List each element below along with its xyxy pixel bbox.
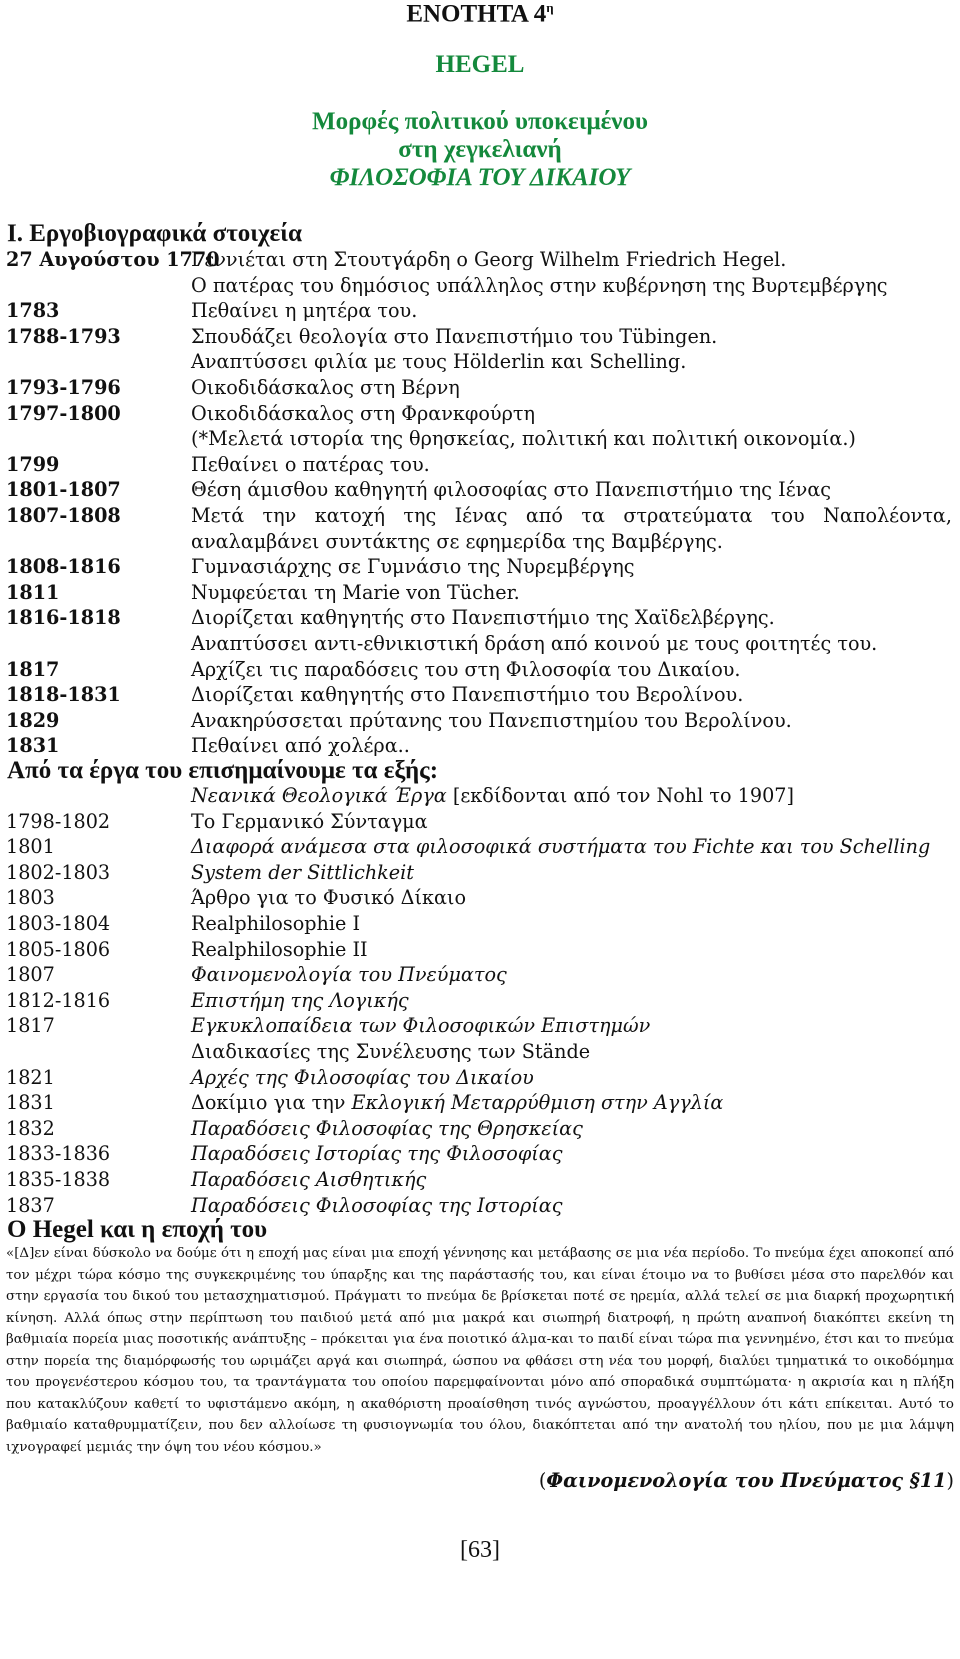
bio-event: Γεννιέται στη Στουτγάρδη ο Georg Wilhelm Friedrich Hegel. xyxy=(191,248,787,271)
work-row xyxy=(6,808,952,835)
bio-date: 1811 xyxy=(6,580,60,604)
bio-event: Πεθαίνει ο πατέρας του. xyxy=(191,452,430,476)
work-row xyxy=(6,1038,952,1065)
bio-event: αναλαμβάνει συντάκτης σε εφημερίδα της Βαμβέργης. xyxy=(191,529,723,553)
work-entry xyxy=(191,1115,583,1142)
bio-date: 1801-1807 xyxy=(6,478,121,502)
work-row xyxy=(6,987,952,1014)
bio-event: Μετά την κατοχή της Ιένας από τα στρατεύματα του Ναπολέοντα, xyxy=(191,504,952,527)
work-row xyxy=(6,1166,952,1193)
cite-open: ( xyxy=(538,1469,547,1492)
work-row xyxy=(6,1064,952,1091)
work-title: Παραδόσεις Φιλοσοφίας της Θρησκείας xyxy=(191,1116,583,1140)
page-number: [63] xyxy=(460,1537,500,1563)
bio-row xyxy=(6,681,952,708)
work-date: 1803 xyxy=(6,886,55,910)
bio-row xyxy=(6,604,952,631)
work-title: System der Sittlichkeit xyxy=(191,860,415,884)
work-entry xyxy=(191,1192,562,1219)
bio-event: Διορίζεται καθηγητής στο Πανεπιστήμιο της Χαϊδελβέργης. xyxy=(191,606,775,630)
bio-row xyxy=(6,246,952,273)
work-date: 1801 xyxy=(6,835,55,859)
bio-event: Οικοδιδάσκαλος στη Φρανκφούρτη xyxy=(191,401,535,425)
cite-work: Φαινομενολογία του Πνεύματος §11 xyxy=(546,1469,947,1492)
bio-row xyxy=(6,553,952,580)
work-title: Παραδόσεις Φιλοσοφίας της Ιστορίας xyxy=(191,1193,563,1217)
work-entry xyxy=(191,884,466,911)
bio-date: 1793-1796 xyxy=(6,376,121,399)
work-entry xyxy=(191,1038,590,1065)
work-row xyxy=(6,833,952,860)
bio-event: Αναπτύσσει φιλία με τους Hölderlin και Schelling. xyxy=(191,350,687,374)
work-title: Παραδόσεις Αισθητικής xyxy=(191,1168,427,1191)
bio-row xyxy=(6,630,952,657)
work-date: 1812-1816 xyxy=(6,988,111,1012)
work-entry xyxy=(191,1166,426,1193)
bio-event: Ο πατέρας του δημόσιος υπάλληλος στην κυβέρνηση της Βυρτεμβέργης xyxy=(191,273,888,297)
work-row xyxy=(6,782,952,809)
work-date: 1805-1806 xyxy=(6,937,111,961)
work-date: 1798-1802 xyxy=(6,809,111,833)
bio-date: 1783 xyxy=(6,299,60,323)
work-row xyxy=(6,1012,952,1039)
bio-row xyxy=(6,374,952,401)
work-title: Επιστήμη της Λογικής xyxy=(191,988,409,1012)
work-row xyxy=(6,1140,952,1167)
work-title: Αρχές της Φιλοσοφίας του Δικαίου xyxy=(191,1065,534,1089)
work-date: 1835-1838 xyxy=(6,1168,111,1191)
bio-row xyxy=(6,400,952,427)
work-entry xyxy=(191,1089,723,1116)
work-entry xyxy=(191,782,794,809)
work-date: 1833-1836 xyxy=(6,1142,111,1166)
work-entry xyxy=(191,1140,562,1167)
quote-paragraph: «[Δ]εν είναι δύσκολο να δούμε ότι η εποχή μας είναι μια εποχή γέννησης και μετάβασης σε μια νέα περίοδο. Το πνεύμα έχει αποκοπεί από τον μέχρι τώρα κόσμο της συγκεκριμένης του ύπαρξης και της παράστασής του, και είναι έτοιμο να το βυθίσει μέσα στο παρελθόν και στην εργασία του δικού του μετασχηματισμού. Πράγματι το πνεύμα δε βρίσκεται ποτέ σε ηρεμία, αλλά τελεί σε μια διαρκή προχωρητική κίνηση. Αλλά όπως στην περίπτωση του παιδιού μετά από μια μακρά και σιωπηρή διατροφή, η πρώτη αναπνοή διακόπτει εκείνη τη βαθμιαία πορεία μιας ποσοτικής ανάπτυξης – πρόκειται για ένα ποιοτικό άλμα-και το παιδί είναι τώρα πια γεννημένο, έτσι και το πνεύμα στην πορεία της διαμόρφωσής του ωριμάζει αργά και σιωπηρά, ώσπου να φθάσει στη νέα του μορφή, διαλύει τμηματικά το οικοδόμημα του προγενέστερου κόσμου του, τα τραντάγματα του οποίου παρεμφαίνονται μόνο από σποραδικά συμπτώματα· η ακρισία και η πλήξη που κατακλύζουν καθετί το υφιστάμενο ακόμη, η ακαθόριστη προαίσθηση τινός αγνώστου, προαγγέλλουν ότι κάτι επίκειται. Αυτό το βαθμιαίο καταθρυμματίζειν, που δεν αλλοίωσε τη φυσιογνωμία του όλου, διακόπτεται από την ανατολή του ηλίου, που με μια λάμψη ιχνογραφεί μεμιάς την όψη του νέου κόσμου.» xyxy=(6,1246,954,1455)
bio-date: 1807-1808 xyxy=(6,504,121,527)
bio-row xyxy=(6,272,952,299)
bio-date: 1816-1818 xyxy=(6,606,121,630)
bio-event: Νυμφεύεται τη Marie von Tücher. xyxy=(191,580,520,604)
bio-event: Διορίζεται καθηγητής στο Πανεπιστήμιο του Βερολίνου. xyxy=(191,683,744,707)
work-entry xyxy=(191,833,930,860)
work-row xyxy=(6,1089,952,1116)
work-note: [εκδίδονται από τον Nohl το 1907] xyxy=(446,784,794,807)
work-row xyxy=(6,884,952,911)
work-title: Νεανικά Θεολογικά Έργα xyxy=(191,784,447,807)
work-row xyxy=(6,961,952,988)
bio-row xyxy=(6,502,952,529)
subtitle-line-2: στη χεγκελιανή xyxy=(398,136,562,163)
work-date: 1821 xyxy=(6,1065,55,1089)
work-entry xyxy=(191,859,414,886)
bio-event: Αρχίζει τις παραδόσεις του στη Φιλοσοφία του Δικαίου. xyxy=(191,657,741,681)
bio-row xyxy=(6,656,952,683)
work-title: Εκλογική Μεταρρύθμιση στην Αγγλία xyxy=(351,1091,724,1115)
bio-event: Γυμνασιάρχης σε Γυμνάσιο της Νυρεμβέργης xyxy=(191,555,635,579)
cite-close: ) xyxy=(946,1469,954,1492)
page-title: HEGEL xyxy=(435,51,525,78)
bio-date: 1831 xyxy=(6,734,60,758)
work-entry xyxy=(191,961,507,988)
work-row xyxy=(6,1192,952,1219)
bio-date: 1788-1793 xyxy=(6,324,121,348)
work-note: Realphilosophie II xyxy=(191,937,368,961)
bio-row xyxy=(6,476,952,503)
work-date: 1803-1804 xyxy=(6,912,111,935)
work-note: Το Γερμανικό Σύνταγμα xyxy=(191,809,428,833)
bio-row xyxy=(6,732,952,759)
bio-row xyxy=(6,297,952,324)
epoch-heading: Ο Hegel και η εποχή του xyxy=(7,1216,268,1243)
bio-row xyxy=(6,348,952,375)
work-title: Εγκυκλοπαίδεια των Φιλοσοφικών Επιστημών xyxy=(191,1014,651,1038)
bio-event: Αναπτύσσει αντι-εθνικιστική δράση από κοινού με τους φοιτητές του. xyxy=(191,632,878,655)
work-row xyxy=(6,936,952,963)
bio-row xyxy=(6,528,952,555)
work-note: Άρθρο για το Φυσικό Δίκαιο xyxy=(191,886,466,910)
unit-heading xyxy=(0,0,960,28)
work-entry xyxy=(191,910,360,937)
subtitle-line-3: ΦΙΛΟΣΟΦΙΑ ΤΟΥ ΔΙΚΑΙΟΥ xyxy=(329,164,631,191)
bio-event: (*Μελετά ιστορία της θρησκείας, πολιτική και πολιτική οικονομία.) xyxy=(191,427,856,451)
bio-date: 1818-1831 xyxy=(6,683,121,707)
bio-event: Οικοδιδάσκαλος στη Βέρνη xyxy=(191,376,460,399)
bio-event: Σπουδάζει θεολογία στο Πανεπιστήμιο του Tübingen. xyxy=(191,324,718,348)
work-entry xyxy=(191,987,409,1014)
work-note: Διαδικασίες της Συνέλευσης των Stände xyxy=(191,1040,591,1063)
unit-label: ΕΝΟΤΗΤΑ 4 xyxy=(406,0,547,28)
bio-heading: Ι. Εργοβιογραφικά στοιχεία xyxy=(7,220,302,247)
work-date: 1802-1803 xyxy=(6,860,111,884)
quote-citation xyxy=(539,1467,954,1494)
works-heading: Από τα έργα του επισημαίνουμε τα εξής: xyxy=(7,757,439,784)
work-prefix: Δοκίμιο για την xyxy=(191,1091,352,1115)
work-date: 1817 xyxy=(6,1014,55,1038)
work-row xyxy=(6,1115,952,1142)
bio-event: Πεθαίνει η μητέρα του. xyxy=(191,299,418,323)
work-entry xyxy=(191,1012,650,1039)
bio-date: 27 Αυγούστου 1770 xyxy=(6,248,220,271)
bio-date: 1808-1816 xyxy=(6,555,121,579)
bio-date: 1829 xyxy=(6,708,60,732)
work-note: Realphilosophie I xyxy=(191,912,361,935)
bio-date: 1799 xyxy=(6,452,60,476)
work-title: Φαινομενολογία του Πνεύματος xyxy=(191,963,507,987)
bio-event: Πεθαίνει από χολέρα.. xyxy=(191,734,410,758)
bio-event: Ανακηρύσσεται πρύτανης του Πανεπιστημίου του Βερολίνου. xyxy=(191,708,792,732)
bio-row xyxy=(6,425,952,452)
unit-superscript: η xyxy=(546,0,554,15)
bio-event: Θέση άμισθου καθηγητή φιλοσοφίας στο Πανεπιστήμιο της Ιένας xyxy=(191,478,832,502)
bio-date: 1797-1800 xyxy=(6,401,121,425)
bio-row xyxy=(6,323,952,350)
work-entry xyxy=(191,936,368,963)
work-date: 1831 xyxy=(6,1091,55,1115)
subtitle-line-1: Μορφές πολιτικού υποκειμένου xyxy=(312,108,648,135)
work-date: 1807 xyxy=(6,963,55,987)
work-row xyxy=(6,859,952,886)
bio-row xyxy=(6,579,952,606)
bio-date: 1817 xyxy=(6,657,60,681)
work-title: Παραδόσεις Ιστορίας της Φιλοσοφίας xyxy=(191,1142,563,1166)
bio-row xyxy=(6,707,952,734)
work-date: 1837 xyxy=(6,1193,55,1217)
work-entry xyxy=(191,808,428,835)
work-entry xyxy=(191,1064,534,1091)
work-date: 1832 xyxy=(6,1116,55,1140)
work-title: Διαφορά ανάμεσα στα φιλοσοφικά συστήματα του Fichte και του Schelling xyxy=(191,835,931,859)
bio-row xyxy=(6,451,952,478)
work-row xyxy=(6,910,952,937)
